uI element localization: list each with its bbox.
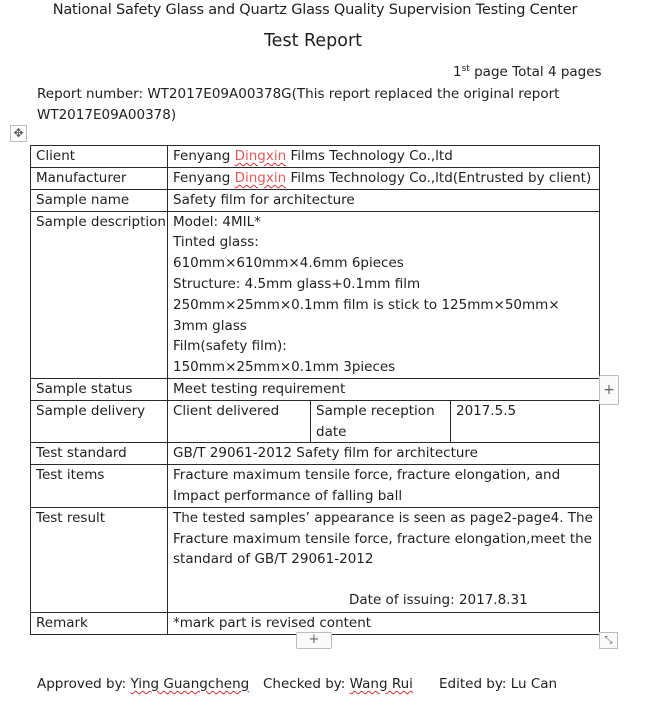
sample-name-label: Sample name — [31, 189, 168, 211]
table-row-test-result — [31, 507, 600, 612]
sample-status-value: Meet testing requirement — [168, 378, 600, 400]
table-row-test-items — [31, 465, 600, 508]
sample-delivery-label: Sample delivery — [31, 400, 168, 443]
description-line: Model: 4MIL* — [173, 213, 261, 230]
sample-name-value: Safety film for architecture — [168, 189, 600, 211]
description-line: 610mm×610mm×4.6mm 6pieces — [173, 255, 404, 272]
client-name-part: Fenyang — [173, 148, 235, 164]
checked-name: Wang Rui — [349, 676, 413, 692]
approved-by — [37, 676, 249, 692]
client-value — [168, 146, 600, 168]
test-standard-value: GB/T 29061-2012 Safety film for architecture — [168, 443, 600, 465]
sample-description-label: Sample description — [31, 211, 168, 378]
sample-delivery-value: Client delivered — [168, 400, 311, 443]
sample-reception-date: 2017.5.5 — [451, 400, 600, 443]
report-table — [30, 145, 600, 635]
description-line: Structure: 4.5mm glass+0.1mm film — [173, 275, 421, 292]
table-row-remark — [31, 612, 600, 634]
approved-label: Approved by: — [37, 676, 131, 692]
report-number-line-1: Report number: WT2017E09A00378G(This report replaced the original report — [37, 86, 560, 102]
add-row-button[interactable] — [296, 632, 332, 649]
client-name-part: Films Technology Co.,ltd — [286, 148, 453, 164]
sample-description-value — [168, 211, 600, 378]
description-line: 250mm×25mm×0.1mm film is stick to 125mm×50mm× — [173, 296, 560, 313]
table-row-manufacturer — [31, 168, 600, 190]
table-row-sample-status — [31, 378, 600, 400]
spellcheck-word: Dingxin — [234, 148, 287, 164]
manufacturer-name-part: Fenyang — [173, 170, 235, 186]
page-ordinal: st — [461, 64, 470, 74]
issue-date: Date of issuing: 2017.8.31 — [349, 592, 528, 609]
sample-status-label: Sample status — [31, 378, 168, 400]
page-total: page Total 4 pages — [474, 64, 602, 80]
edited-by: Edited by: Lu Can — [439, 676, 558, 692]
table-move-icon[interactable] — [10, 125, 27, 142]
sample-reception-label: Sample reception date — [311, 400, 451, 443]
move-arrows-icon: ✥ — [13, 126, 24, 140]
test-result-text: The tested samples’ appearance is seen as page2-page4. The Fracture maximum tensile force, fracture elongation,meet the standard of GB/T 29061-2012 — [173, 509, 593, 568]
plus-icon: + — [308, 632, 320, 647]
table-row-sample-delivery — [31, 400, 600, 443]
test-items-value: Fracture maximum tensile force, fracture elongation, and Impact performance of falling ball — [168, 465, 600, 508]
table-row-sample-description — [31, 211, 600, 378]
remark-label: Remark — [31, 612, 168, 634]
description-line: Film(safety film): — [173, 338, 287, 355]
manufacturer-name-part: Films Technology Co.,ltd(Entrusted by client) — [286, 170, 592, 186]
description-line: 150mm×25mm×0.1mm 3pieces — [173, 359, 396, 376]
remark-value: *mark part is revised content — [168, 612, 600, 634]
description-line: 3mm glass — [173, 317, 247, 334]
test-result-label: Test result — [31, 507, 168, 612]
plus-icon: + — [603, 382, 615, 398]
approved-name: Ying Guangcheng — [130, 676, 250, 692]
client-label: Client — [31, 146, 168, 168]
table-resize-icon[interactable] — [599, 632, 618, 649]
report-number-line-2: WT2017E09A00378) — [37, 107, 177, 123]
organization-header: National Safety Glass and Quartz Glass Quality Supervision Testing Center — [52, 2, 578, 18]
page-title: Test Report — [263, 31, 363, 51]
checked-label: Checked by: — [263, 676, 350, 692]
manufacturer-label: Manufacturer — [31, 168, 168, 190]
page-indicator — [453, 64, 602, 80]
test-result-value — [168, 507, 600, 612]
spellcheck-word: Dingxin — [234, 170, 287, 186]
page-number: 1 — [453, 64, 462, 80]
checked-by — [263, 676, 413, 692]
report-number — [37, 84, 559, 126]
description-line: Tinted glass: — [173, 234, 259, 251]
resize-diagonal-icon: ⤡ — [604, 635, 613, 646]
manufacturer-value — [168, 168, 600, 190]
test-standard-label: Test standard — [31, 443, 168, 465]
test-items-label: Test items — [31, 465, 168, 508]
table-row-sample-name — [31, 189, 600, 211]
table-row-test-standard — [31, 443, 600, 465]
add-column-button[interactable] — [599, 375, 619, 405]
table-row-client — [31, 146, 600, 168]
